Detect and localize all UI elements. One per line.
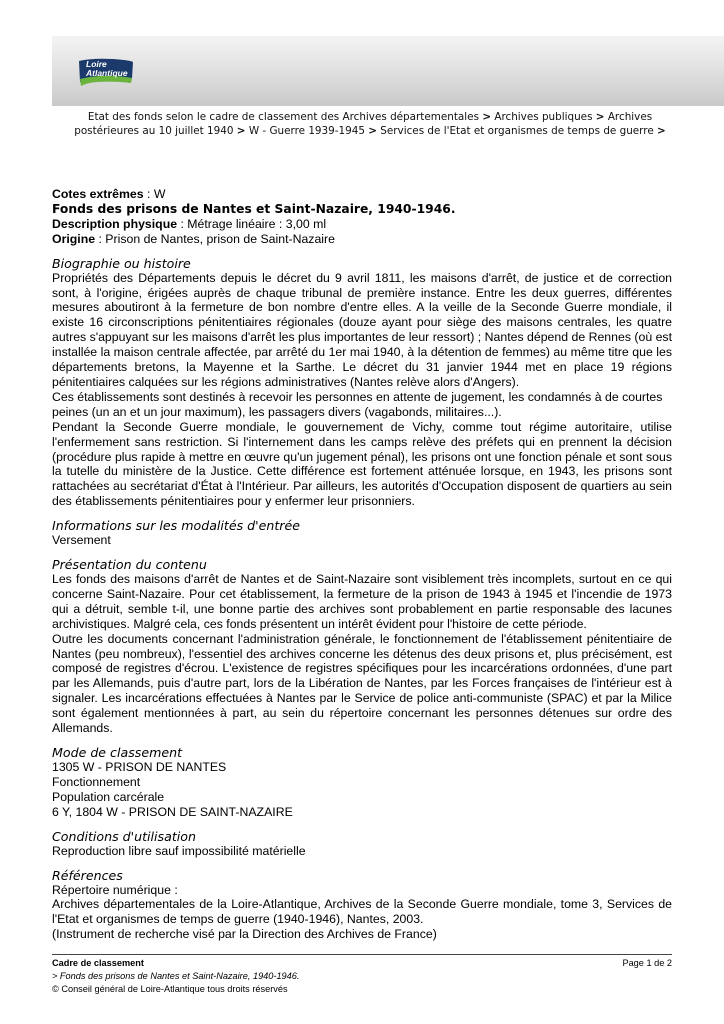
footer-title: Cadre de classement xyxy=(52,958,144,968)
breadcrumb-item-archives-posterieures[interactable]: Archives postérieures au 10 juillet 1940 xyxy=(74,111,653,137)
section-heading-references: Références xyxy=(52,867,123,883)
classement-line: 1305 W - PRISON DE NANTES xyxy=(52,760,227,774)
description-value: : Métrage linéaire : 3,00 ml xyxy=(180,216,327,231)
breadcrumb-item-guerre[interactable]: W - Guerre 1939-1945 xyxy=(248,124,365,137)
description-label: Description physique xyxy=(52,216,178,231)
breadcrumb-item-archives-publiques[interactable]: Archives publiques xyxy=(494,111,593,123)
breadcrumb-separator: > xyxy=(595,111,605,123)
origine-value: : Prison de Nantes, prison de Saint-Nazaire xyxy=(98,231,335,246)
origine xyxy=(52,232,672,247)
loire-atlantique-logo[interactable] xyxy=(77,58,135,86)
section-heading-conditions: Conditions d'utilisation xyxy=(52,828,196,844)
cotes-extremes xyxy=(52,187,672,202)
section-heading-presentation: Présentation du contenu xyxy=(52,557,207,573)
section-references xyxy=(52,868,672,943)
logo-line1: Loire xyxy=(86,59,107,69)
cotes-value: : W xyxy=(147,187,166,201)
presentation-paragraph: Outre les documents concernant l'administration générale, le fonctionnement de l'établissement pénitentiaire de Nantes (peu nombreux), l'essentiel des archives concerne les détenus des deux prisons et, plus précisément, est composé de registres d'écrou. L'existence de registres spécifiques pour les incarcérations ordonnées, d'une part par les Allemands, puis d'autre part, lors de la Libération de Nantes, par les Forces françaises de l'intérieur est à signaler. Les incarcérations effectuées à Nantes par le Service de police anti-communiste (SPAC) et par la Milice sont également mentionnées à part, au sein du répertoire concernant les personnes détenues sur ordre des Allemands. xyxy=(52,631,672,736)
description-physique xyxy=(52,217,672,232)
section-modalites xyxy=(52,518,672,548)
logo-line2: Atlantique xyxy=(86,68,128,78)
footer-row xyxy=(52,957,672,970)
biographie-paragraph: Ces établissements sont destinés à recevoir les personnes en attente de jugement, les condamnés à de courtes peines (un an et un jour maximum), les passagers divers (vagabonds, militaires...). xyxy=(52,389,663,419)
section-biographie xyxy=(52,256,672,510)
section-heading-biographie: Biographie ou histoire xyxy=(52,255,191,271)
biographie-paragraph: Pendant la Seconde Guerre mondiale, le gouvernement de Vichy, comme tout régime autoritaire, utilise l'enfermement sans restriction. Si l'internement dans les camps relève des préfets qui en prennent la décision (procédure plus rapide à mettre en œuvre qu'un jugement pénal), les prisons ont une fonction pénale et sont sous la tutelle du ministère de la Justice. Cette différence est fortement atténuée lorsque, en 1943, les prisons sont rattachées au secrétariat d'État à l'Intérieur. Par ailleurs, les autorités d'Occupation disposent de quartiers au sein des établissements pénitentiaires pour y enfermer leur prisonniers. xyxy=(52,419,672,509)
breadcrumb xyxy=(60,111,680,138)
section-heading-modalites: Informations sur les modalités d'entrée xyxy=(52,518,300,534)
references-line: Archives départementales de la Loire-Atlantique, Archives de la Seconde Guerre mondiale, tome 3, Services de l'Etat et organismes de temps de guerre (1940-1946), Nantes, 2003. xyxy=(52,897,672,927)
modalites-text: Versement xyxy=(52,533,111,548)
section-heading-classement: Mode de classement xyxy=(52,745,183,760)
references-line: (Instrument de recherche visé par la Direction des Archives de France) xyxy=(52,927,437,942)
breadcrumb-separator: > xyxy=(368,124,377,137)
header-band xyxy=(52,36,724,106)
breadcrumb-separator: > xyxy=(482,111,492,123)
classement-line: Population carcérale xyxy=(52,789,165,804)
breadcrumb-separator: > xyxy=(657,124,666,137)
record-title: Fonds des prisons de Nantes et Saint-Nazaire, 1940-1946. xyxy=(52,201,456,216)
breadcrumb-item-etat[interactable]: Etat des fonds selon le cadre de classement des Archives départementales xyxy=(87,111,479,123)
section-classement xyxy=(52,745,672,820)
footer-copyright: © Conseil général de Loire-Atlantique tous droits réservés xyxy=(52,984,288,994)
conditions-text: Reproduction libre sauf impossibilité matérielle xyxy=(52,843,306,858)
section-conditions xyxy=(52,829,672,859)
logo-text xyxy=(77,60,135,78)
breadcrumb-item-services[interactable]: Services de l'Etat et organismes de temps de guerre xyxy=(380,124,654,137)
biographie-paragraph: Propriétés des Départements depuis le décret du 9 avril 1811, les maisons d'arrêt, de justice et de correction sont, à l'origine, érigées auprès de chaque tribunal de première instance. Entre les deux guerres, différentes mesures aboutiront à la fermeture de bon nombre d'entre elles. A la veille de la Seconde Guerre mondiale, il existe 16 circonscriptions pénitentiaires régionales (douze ayant pour siège des maisons centrales, les quatre autres s'appuyant sur les maisons d'arrêt les plus importantes de leur ressort) ; Nantes dépend de Rennes (où est installée la maison centrale affectée, par arrêté du 1er mai 1940, à la détention de femmes) au même titre que les départements bretons, la Mayenne et la Sarthe. Le décret du 31 janvier 1944 met en place 19 régions pénitentiaires calquées sur les régions administratives (Nantes relève alors d'Angers). xyxy=(52,270,672,389)
footer-divider xyxy=(52,954,672,955)
section-presentation xyxy=(52,557,672,736)
cotes-label: Cotes extrêmes xyxy=(52,187,144,201)
record-content xyxy=(52,187,672,942)
classement-line: 6 Y, 1804 W - PRISON DE SAINT-NAZAIRE xyxy=(52,804,293,819)
breadcrumb-separator: > xyxy=(236,124,246,137)
references-line: Répertoire numérique : xyxy=(52,882,178,897)
page-footer xyxy=(52,957,672,996)
origine-label: Origine xyxy=(52,231,96,246)
footer-subtitle: > Fonds des prisons de Nantes et Saint-Nazaire, 1940-1946. xyxy=(52,971,300,981)
presentation-paragraph: Les fonds des maisons d'arrêt de Nantes et de Saint-Nazaire sont visiblement très incomplets, surtout en ce qui concerne Saint-Nazaire. Pour cet établissement, la fermeture de la prison de 1943 à 1945 et l'incendie de 1973 qui a détruit, semble t-il, une bonne partie des archives sont probablement en partie responsable des lacunes archivistiques. Malgré cela, ces fonds présentent un intérêt évident pour l'histoire de cette période. xyxy=(52,572,672,631)
page-number: Page 1 de 2 xyxy=(622,958,672,968)
classement-line: Fonctionnement xyxy=(52,774,141,789)
